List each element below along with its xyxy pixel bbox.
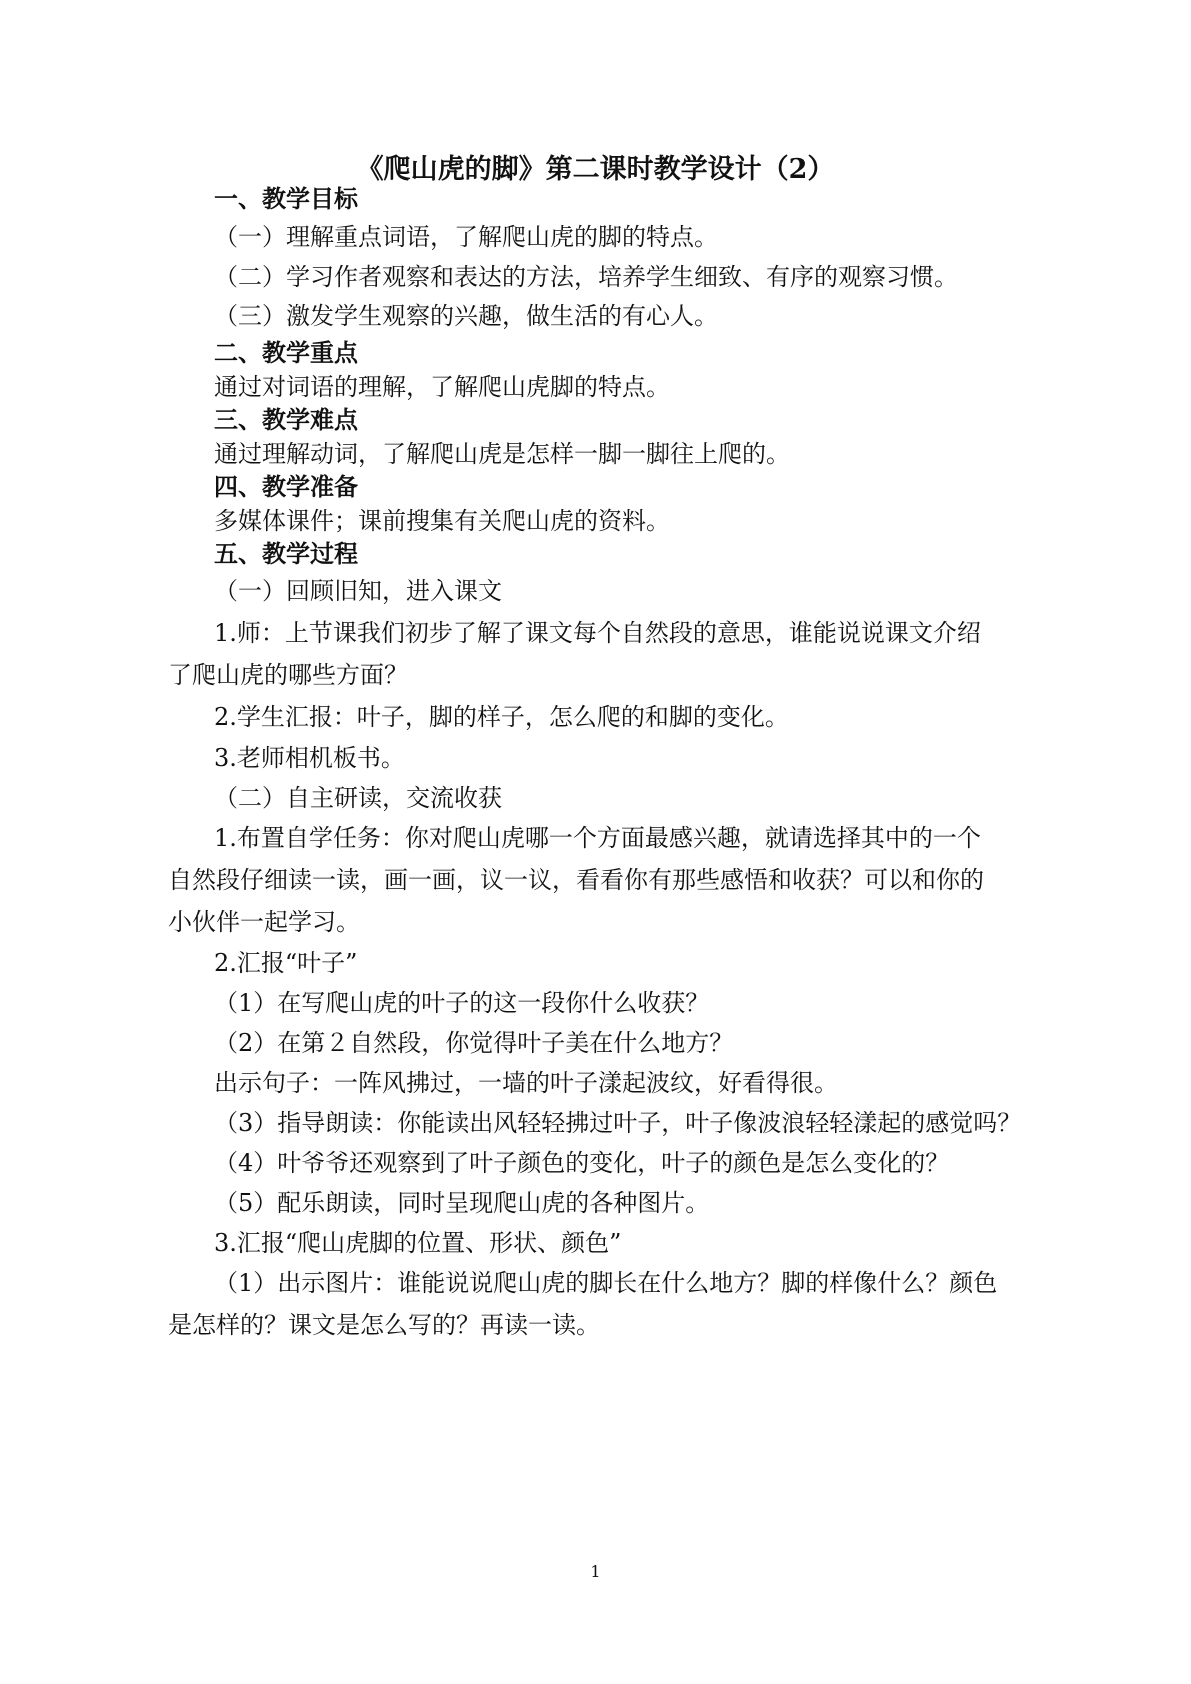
- page-number: 1: [590, 1562, 601, 1581]
- objective-item: （二）学习作者观察和表达的方法，培养学生细致、有序的观察习惯。: [214, 263, 958, 291]
- page-title: 《爬山虎的脚》第二课时教学设计（2）: [356, 154, 835, 185]
- process-heading: 五、教学过程: [214, 539, 358, 568]
- objective-item: （三）激发学生观察的兴趣，做生活的有心人。: [214, 302, 718, 330]
- difficulties-heading: 三、教学难点: [214, 405, 358, 434]
- process-part1-item1-line1: 1.师：上节课我们初步了解了课文每个自然段的意思，谁能说说课文介绍: [214, 619, 981, 647]
- process-part2-item1-line3: 小伙伴一起学习。: [168, 908, 360, 936]
- process-part2-item2-sub5: （5）配乐朗读，同时呈现爬山虎的各种图片。: [214, 1189, 710, 1217]
- process-part2-item2-sub4: （4）叶爷爷还观察到了叶子颜色的变化，叶子的颜色是怎么变化的？: [214, 1149, 950, 1177]
- process-part2-item2-sentence: 出示句子：一阵风拂过，一墙的叶子漾起波纹，好看得很。: [214, 1069, 838, 1097]
- objectives-heading: 一、教学目标: [214, 184, 358, 213]
- process-part2-heading: （二）自主研读，交流收获: [214, 784, 502, 812]
- process-part1-item3: 3.老师相机板书。: [214, 744, 405, 772]
- process-part2-item2-sub3: （3）指导朗读：你能读出风轻轻拂过叶子，叶子像波浪轻轻漾起的感觉吗？: [214, 1109, 1022, 1137]
- process-part1-heading: （一）回顾旧知，进入课文: [214, 577, 502, 605]
- process-part2-item2-sub2: （2）在第２自然段，你觉得叶子美在什么地方？: [214, 1029, 734, 1057]
- key-points-text: 通过对词语的理解，了解爬山虎脚的特点。: [214, 373, 670, 401]
- key-points-heading: 二、教学重点: [214, 338, 358, 367]
- process-part2-item1-line1: 1.布置自学任务：你对爬山虎哪一个方面最感兴趣，就请选择其中的一个: [214, 824, 981, 852]
- preparation-text: 多媒体课件；课前搜集有关爬山虎的资料。: [214, 507, 670, 535]
- process-part1-item1-line2: 了爬山虎的哪些方面？: [168, 661, 408, 689]
- process-part2-item3-sub1-line1: （1）出示图片：谁能说说爬山虎的脚长在什么地方？脚的样像什么？颜色: [214, 1269, 998, 1297]
- process-part2-item1-line2: 自然段仔细读一读，画一画，议一议，看看你有那些感悟和收获？可以和你的: [168, 866, 984, 894]
- difficulties-text: 通过理解动词，了解爬山虎是怎样一脚一脚往上爬的。: [214, 440, 790, 468]
- process-part2-item3-heading: 3.汇报“爬山虎脚的位置、形状、颜色”: [214, 1229, 622, 1257]
- process-part2-item3-sub1-line2: 是怎样的？课文是怎么写的？再读一读。: [168, 1311, 600, 1339]
- objective-item: （一）理解重点词语，了解爬山虎的脚的特点。: [214, 223, 718, 251]
- process-part1-item2: 2.学生汇报：叶子，脚的样子，怎么爬的和脚的变化。: [214, 703, 789, 731]
- preparation-heading: 四、教学准备: [214, 472, 358, 501]
- process-part2-item2-heading: 2.汇报“叶子”: [214, 949, 358, 977]
- process-part2-item2-sub1: （1）在写爬山虎的叶子的这一段你什么收获？: [214, 989, 710, 1017]
